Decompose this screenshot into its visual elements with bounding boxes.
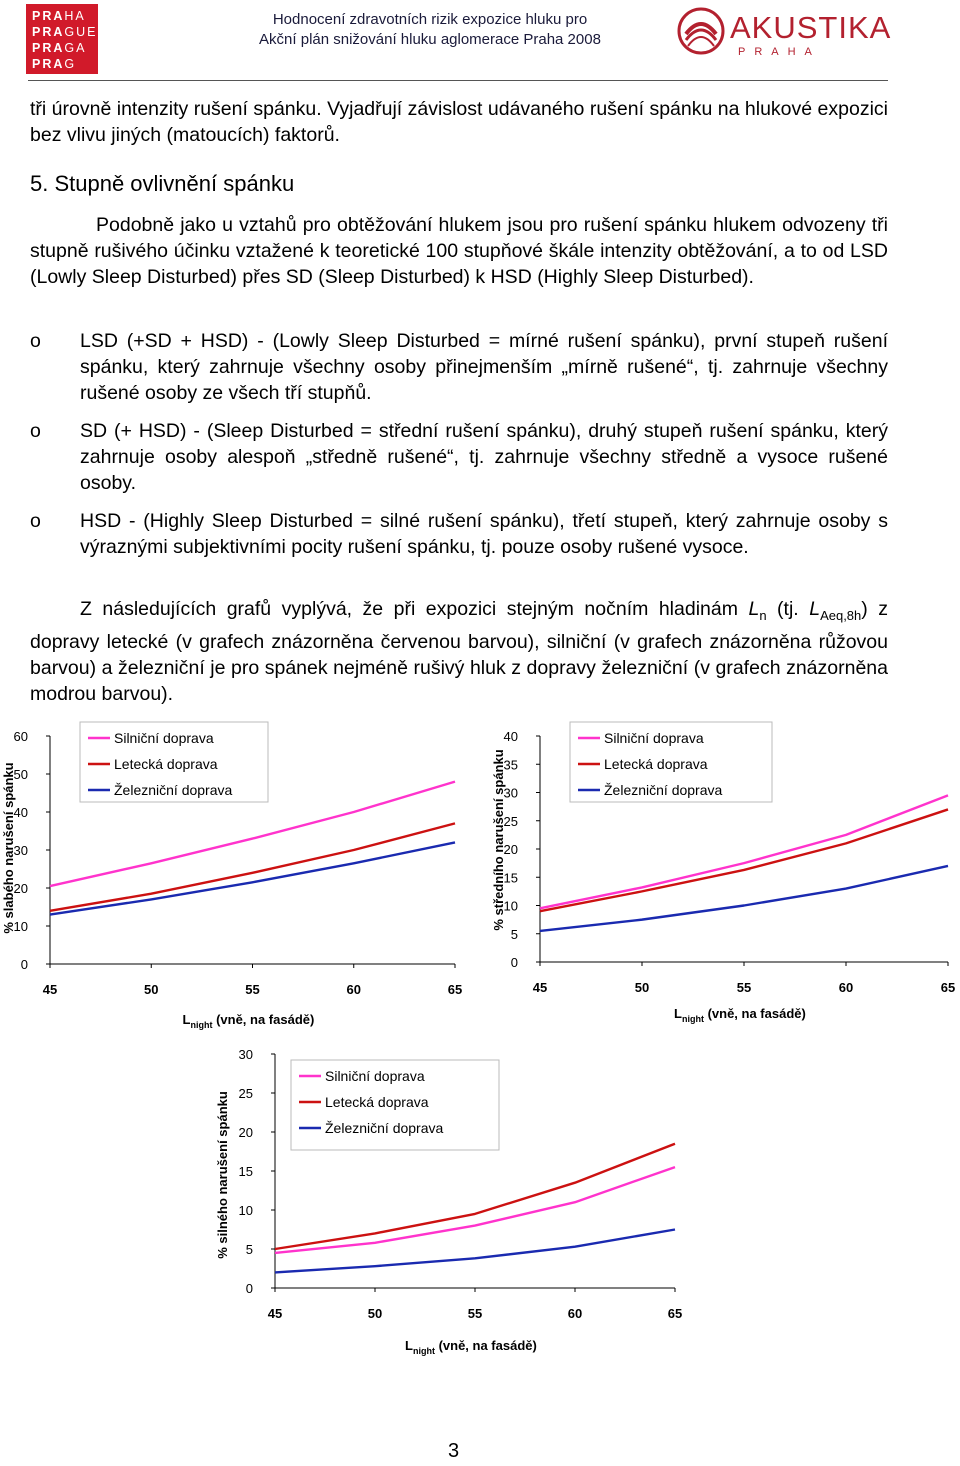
y-tick-label: 25 — [238, 1086, 253, 1101]
legend-entry: Železniční doprava — [604, 782, 723, 798]
x-tick-label: 60 — [838, 980, 854, 995]
praha-logo — [26, 4, 98, 74]
y-tick-label: 20 — [503, 842, 518, 857]
series-line — [275, 1230, 675, 1273]
y-tick-label: 15 — [238, 1164, 253, 1179]
legend-entry: Silniční doprava — [325, 1068, 425, 1084]
y-tick-label: 10 — [13, 919, 28, 934]
bullet-text: LSD (+SD + HSD) - (Lowly Sleep Disturbed = mírné rušení spánku), první stupeň rušení spánku, který zahrnuje všechny osoby přinejmenším „mírně rušené“, tj. zahrnuje všechny rušené osoby ze všech tří stupňů. — [80, 330, 888, 404]
y-tick-label: 20 — [13, 881, 28, 896]
akustika-logo-sub: PRAHA — [738, 46, 821, 58]
bullet-mark: o — [30, 420, 41, 442]
x-tick-label: 45 — [532, 980, 548, 995]
y-axis-label: % středního narušení spánku — [491, 749, 506, 931]
legend-entry: Silniční doprava — [114, 730, 214, 746]
praha-logo-text: GUE — [64, 25, 98, 39]
bullet-mark: o — [30, 330, 41, 352]
y-tick-label: 30 — [503, 785, 518, 801]
y-tick-label: 20 — [238, 1125, 253, 1140]
x-tick-label: 50 — [634, 980, 650, 995]
header-title-line-2: Akční plán snižování hluku aglomerace Praha 2008 — [259, 31, 601, 48]
x-tick-label: 55 — [467, 1306, 483, 1321]
intro-paragraph: tři úrovně intenzity rušení spánku. Vyjadřují závislost udávaného rušení spánku na hlukové expozici bez vlivu jiných (matoucích) faktorů. — [30, 98, 888, 146]
legend-entry: Letecká doprava — [604, 756, 708, 772]
section-paragraph: Podobně jako u vztahů pro obtěžování hlukem jsou pro rušení spánku hlukem odvozeny tři stupně rušivého účinku vztažené k teoretické 100 stupňové škále intenzity obtěžování, a to od LSD (Lowly Sleep Disturbed) přes SD (Sleep Disturbed) k HSD (Highly Sleep Disturbed). — [30, 214, 888, 288]
akustika-logo — [676, 6, 896, 66]
y-tick-label: 5 — [510, 926, 518, 942]
chart-slight-sleep-disturbance — [0, 718, 480, 1038]
symbol-l-aeq: L — [809, 598, 821, 620]
chart-high-sleep-disturbance — [215, 1040, 695, 1370]
praha-logo-text: HA — [64, 9, 86, 23]
y-tick-label: 40 — [503, 729, 518, 744]
legend-entry: Silniční doprava — [604, 730, 704, 746]
y-tick-label: 0 — [510, 955, 518, 970]
y-tick-label: 30 — [238, 1047, 253, 1062]
section-heading: 5. Stupně ovlivnění spánku — [30, 171, 295, 196]
x-tick-label: 65 — [667, 1306, 683, 1321]
praha-logo-text: PRA — [32, 57, 65, 71]
y-tick-label: 35 — [503, 757, 518, 773]
y-tick-label: 15 — [503, 870, 518, 886]
praha-logo-text: PRA — [32, 41, 65, 55]
closing-text-3: ) z dopravy letecké (v grafech znázorněna červenou barvou), silniční (v grafech znázorněna růžovou barvou) a železniční je pro spánek nejméně rušivý hluk z dopravy železniční (v grafech znázorněna modrou barvou). — [30, 598, 888, 705]
symbol-l: L — [748, 598, 760, 620]
x-tick-label: 55 — [245, 982, 260, 997]
x-tick-label: 60 — [567, 1306, 583, 1321]
y-axis-label: % silného narušení spánku — [215, 1091, 230, 1259]
x-axis-label: $L_{night}$ (vně, na fasádě) — [405, 1338, 537, 1356]
y-axis-label: % slabého narušení spánku — [1, 762, 16, 934]
y-tick-label: 30 — [13, 843, 28, 858]
closing-text-2: (tj. — [766, 598, 810, 620]
header-divider — [28, 80, 888, 81]
x-tick-label: 50 — [367, 1306, 383, 1321]
x-tick-label: 55 — [736, 980, 752, 995]
akustika-disc-icon — [676, 6, 726, 56]
page-number: 3 — [448, 1440, 460, 1462]
chart-moderate-sleep-disturbance — [490, 710, 960, 1030]
praha-logo-text: G — [64, 57, 77, 71]
x-tick-label: 65 — [940, 980, 956, 995]
y-tick-label: 5 — [245, 1242, 253, 1257]
praha-logo-text: PRA — [32, 9, 65, 23]
x-tick-label: 60 — [346, 982, 361, 997]
symbol-aeq-subscript: Aeq,8h — [820, 607, 862, 623]
legend-entry: Letecká doprava — [325, 1094, 429, 1110]
akustika-logo-word: AKUSTIKA — [730, 10, 892, 45]
series-line — [540, 795, 948, 908]
y-tick-label: 25 — [503, 813, 518, 829]
bullet-text: SD (+ HSD) - (Sleep Disturbed = střední rušení spánku), druhý stupeň rušení spánku, který zahrnuje osoby alespoň „středně rušené“, tj. zahrnuje všechny středně a vysoce rušené osoby. — [80, 420, 888, 494]
x-axis-label: $L_{night}$ (vně, na fasádě) — [182, 1012, 315, 1030]
praha-logo-text: GA — [64, 41, 87, 55]
y-tick-label: 50 — [13, 767, 28, 782]
y-tick-label: 60 — [13, 729, 28, 744]
y-tick-label: 10 — [238, 1203, 253, 1218]
x-tick-label: 50 — [144, 982, 159, 997]
x-tick-label: 45 — [267, 1306, 283, 1321]
bullet-mark: o — [30, 510, 41, 532]
y-tick-label: 0 — [245, 1281, 253, 1296]
closing-text-1: Z následujících grafů vyplývá, že při expozici stejným nočním hladinám — [80, 598, 749, 620]
praha-logo-text: PRA — [32, 25, 65, 39]
x-axis-label: $L_{night}$ (vně, na fasádě) — [674, 1006, 806, 1024]
legend-entry: Železniční doprava — [325, 1120, 444, 1136]
series-line — [50, 842, 455, 914]
y-tick-label: 10 — [503, 898, 518, 914]
bullet-text: HSD - (Highly Sleep Disturbed = silné rušení spánku), třetí stupeň, který zahrnuje osoby s výraznými subjektivními pocity rušení spánku, tj. pouze osoby rušené vysoce. — [80, 510, 888, 558]
x-tick-label: 65 — [447, 982, 463, 997]
document-header-title — [170, 10, 690, 50]
legend-entry: Letecká doprava — [114, 756, 218, 772]
series-line — [50, 823, 455, 910]
x-tick-label: 45 — [42, 982, 58, 997]
y-tick-label: 0 — [20, 957, 28, 972]
legend-entry: Železniční doprava — [114, 782, 233, 798]
closing-paragraph — [30, 596, 888, 707]
series-line — [275, 1144, 675, 1249]
symbol-n-subscript: n — [759, 607, 767, 623]
header-title-line-1: Hodnocení zdravotních rizik expozice hluku pro — [272, 11, 588, 28]
y-tick-label: 40 — [13, 805, 28, 820]
